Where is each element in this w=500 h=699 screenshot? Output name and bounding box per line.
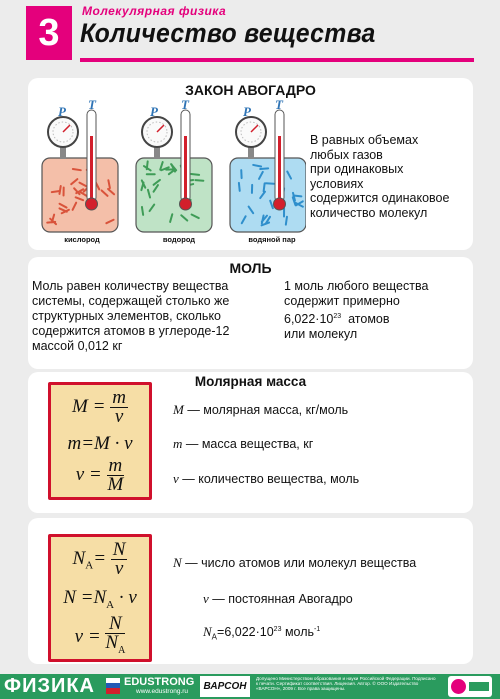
mole-line-3: структурных элементов, сколько xyxy=(32,309,222,323)
avogadro-law-title: ЗАКОН АВОГАДРО xyxy=(185,82,316,98)
molar-mass-card xyxy=(28,372,473,513)
mole-fact-line-2: содержит примерно xyxy=(284,294,400,308)
temperature-symbol-1: T xyxy=(88,97,96,112)
molar-mass-formula-box xyxy=(48,382,152,500)
badge-icon xyxy=(448,676,492,697)
mole-card xyxy=(28,257,473,369)
formula-amount: ν = $\frac{m}{M}$ xyxy=(75,455,124,495)
formula-molar-mass: M = $\frac{m}{\nu}$ xyxy=(72,387,126,427)
gas-container-hydrogen xyxy=(136,110,212,232)
thermometer-bulb xyxy=(86,198,98,210)
molecule xyxy=(239,183,240,191)
molecule xyxy=(286,217,287,225)
pressure-symbol-3: P xyxy=(243,104,251,119)
legend-molar-mass: M — молярная масса, кг/моль xyxy=(173,402,349,417)
law-line-4: условиях xyxy=(310,176,364,191)
molecule xyxy=(73,169,81,170)
pressure-symbol-1: P xyxy=(58,104,66,119)
mole-definition xyxy=(32,279,229,354)
law-line-2: любых газов xyxy=(310,147,383,162)
molecule xyxy=(142,207,143,215)
mole-line-5: массой 0,012 кг xyxy=(32,339,123,353)
avogadro-law-card xyxy=(28,78,473,250)
molecule xyxy=(59,186,60,194)
legend-amount: ν — количество вещества, моль xyxy=(173,471,360,486)
molecule xyxy=(293,195,301,196)
law-line-5: содержится одинаковое xyxy=(310,191,450,205)
law-line-6: количество молекул xyxy=(310,205,428,220)
formula-avogadro-constant: $N_A=$ $\frac{N}{\nu}$ xyxy=(72,539,126,579)
gas-containers-illustration xyxy=(36,100,306,250)
mole-fact-value: $6,022\cdot 10^{23}$ атомов xyxy=(284,312,390,327)
thermometer-bulb xyxy=(180,198,192,210)
lesson-number: 3 xyxy=(26,6,72,60)
thermometer-mercury xyxy=(90,136,93,202)
thermometer-mercury xyxy=(278,136,281,202)
molar-mass-title: Молярная масса xyxy=(194,374,307,389)
container-label-hydrogen: водород xyxy=(162,235,196,244)
temperature-symbol-3: T xyxy=(275,97,283,112)
footer-bar xyxy=(0,674,500,699)
avogadro-constant-card xyxy=(28,518,473,664)
mole-fact-line-1: 1 моль любого вещества xyxy=(284,279,429,293)
footer-site: www.edustrong.ru xyxy=(136,688,189,695)
mole-line-1: Моль равен количеству вещества xyxy=(32,279,229,293)
publisher-logo: ВАРСОН xyxy=(200,676,250,697)
avogadro-formula-box xyxy=(48,534,152,662)
gas-container-water-vapour xyxy=(230,110,306,232)
container-label-oxygen: кислород xyxy=(64,235,100,244)
mole-line-2: системы, содержащей столько же xyxy=(32,294,230,308)
molecule xyxy=(191,174,199,175)
law-line-1: В равных объемах xyxy=(310,133,419,147)
avogadro-law-text xyxy=(310,133,449,220)
formula-amount-from-count: ν = $\frac{N}{N_A}$ xyxy=(74,613,126,656)
thermometer-mercury xyxy=(184,136,187,202)
mole-fact xyxy=(284,279,428,342)
molecule xyxy=(52,191,60,192)
title-underline xyxy=(80,58,474,62)
legend-mass: m — масса вещества, кг xyxy=(173,436,314,451)
mole-fact-line-4: или молекул xyxy=(284,327,358,342)
flag-icon xyxy=(106,678,120,694)
footer-note: Допущено Министерством образования и науки Российской Федерации. Подписано к печати. Сертификат соответствия. Лицензия. Автор. © ООО Издательство «ВАРСОН», 2009 г. Все права защищены. xyxy=(256,676,436,692)
legend-particle-count: N — число атомов или молекул вещества xyxy=(173,555,417,570)
page-title: Количество вещества xyxy=(80,18,376,48)
container-label-water-vapour: водяной пар xyxy=(248,235,296,244)
molecule xyxy=(266,183,274,184)
section-subtitle: Молекулярная физика xyxy=(82,4,227,18)
footer-brand: EDUSTRONG xyxy=(124,676,195,688)
law-line-3: при одинаковых xyxy=(310,162,404,176)
avogadro-constant-value: $N_A=6,022\cdot 10^{23}$ моль$^{-1}$ xyxy=(203,624,321,642)
mole-line-4: содержится атомов в углероде-12 xyxy=(32,324,230,338)
formula-particle-count: $N =N_A \cdot \nu$ xyxy=(63,587,137,611)
footer-subject: ФИЗИКА xyxy=(4,675,95,697)
formula-mass: m=M · ν xyxy=(67,433,133,454)
mole-title: МОЛЬ xyxy=(229,260,272,276)
thermometer-bulb xyxy=(274,198,286,210)
legend-avogadro-constant: ν — постоянная Авогадро xyxy=(203,591,353,606)
molecule xyxy=(264,183,265,191)
molecule xyxy=(260,168,268,169)
gas-container-oxygen xyxy=(42,110,118,232)
molecule xyxy=(195,180,203,181)
pressure-symbol-2: P xyxy=(150,104,158,119)
temperature-symbol-2: T xyxy=(181,97,189,112)
